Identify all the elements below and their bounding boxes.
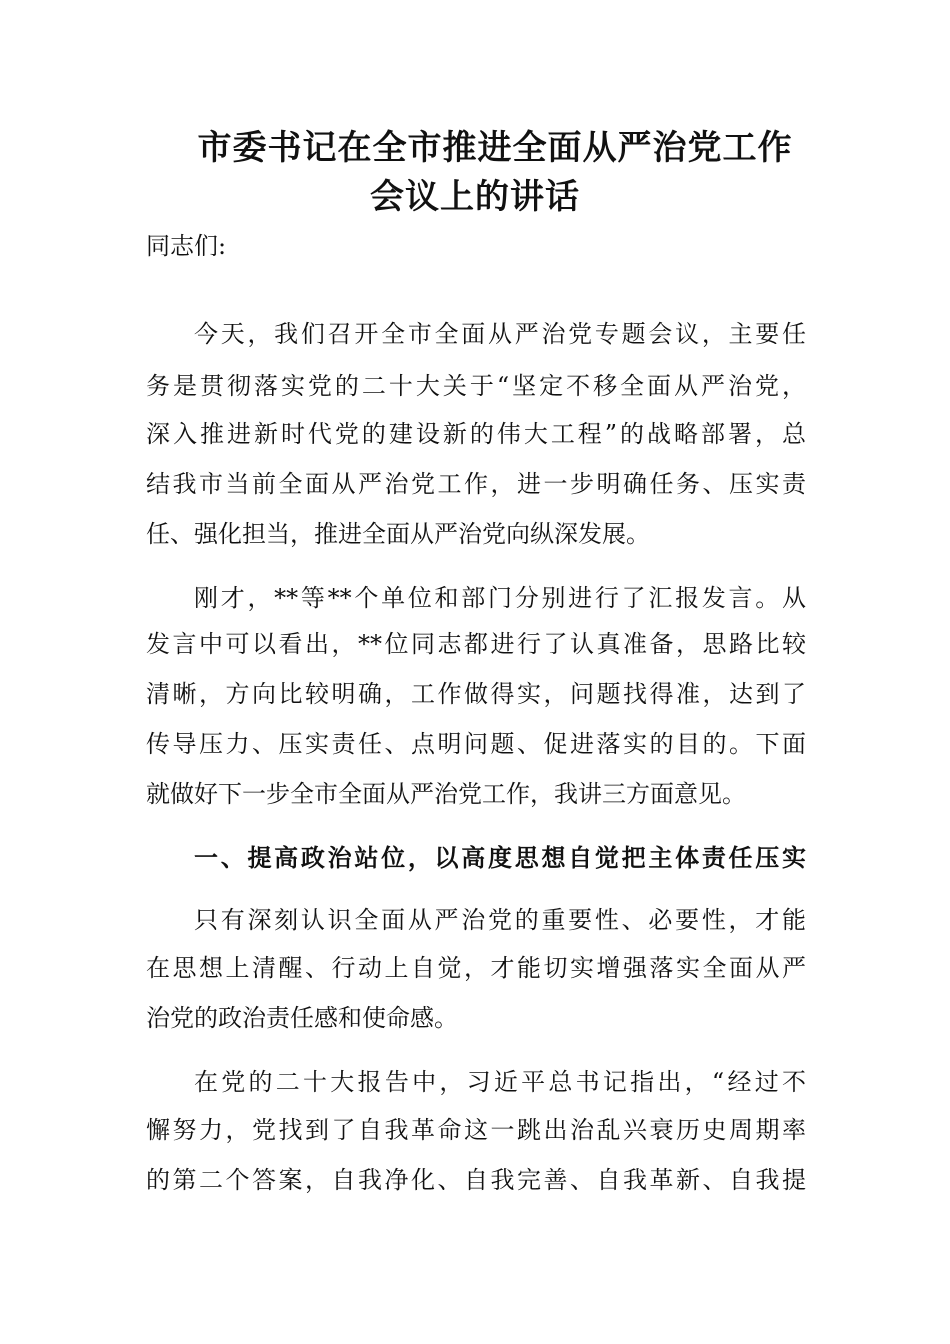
paragraph-4-line-3: 的第二个答案，自我净化、自我完善、自我革新、自我提 xyxy=(146,1166,806,1194)
paragraph-1-line-2: 务是贯彻落实党的二十大关于“坚定不移全面从严治党， xyxy=(146,372,806,400)
paragraph-3-line-3: 治党的政治责任感和使命感。 xyxy=(146,1004,458,1032)
paragraph-2-line-3: 清晰，方向比较明确，工作做得实，问题找得准，达到了 xyxy=(146,680,806,708)
paragraph-2-line-5: 就做好下一步全市全面从严治党工作，我讲三方面意见。 xyxy=(146,780,746,808)
paragraph-4-line-1: 在党的二十大报告中，习近平总书记指出，“经过不 xyxy=(194,1068,806,1096)
paragraph-1-line-1: 今天，我们召开全市全面从严治党专题会议，主要任 xyxy=(194,320,806,348)
salutation: 同志们: xyxy=(146,232,227,260)
section-1-heading: 一、提高政治站位，以高度思想自觉把主体责任压实 xyxy=(194,843,806,872)
paragraph-3-line-1: 只有深刻认识全面从严治党的重要性、必要性，才能 xyxy=(194,906,806,934)
paragraph-2-line-2: 发言中可以看出，**位同志都进行了认真准备，思路比较 xyxy=(146,630,806,658)
document-title-line-1: 市委书记在全市推进全面从严治党工作 xyxy=(197,128,793,168)
paragraph-2-line-4: 传导压力、压实责任、点明问题、促进落实的目的。下面 xyxy=(146,730,806,758)
paragraph-3-line-2: 在思想上清醒、行动上自觉，才能切实增强落实全面从严 xyxy=(146,954,806,982)
paragraph-1-line-4: 结我市当前全面从严治党工作，进一步明确任务、压实责 xyxy=(146,470,806,498)
paragraph-1-line-3: 深入推进新时代党的建设新的伟大工程”的战略部署，总 xyxy=(146,420,806,448)
paragraph-2-line-1: 刚才，**等**个单位和部门分别进行了汇报发言。从 xyxy=(194,584,806,612)
document-title-line-2: 会议上的讲话 xyxy=(370,177,580,217)
paragraph-4-line-2: 懈努力，党找到了自我革命这一跳出治乱兴衰历史周期率 xyxy=(146,1116,806,1144)
paragraph-1-line-5: 任、强化担当，推进全面从严治党向纵深发展。 xyxy=(146,520,650,548)
